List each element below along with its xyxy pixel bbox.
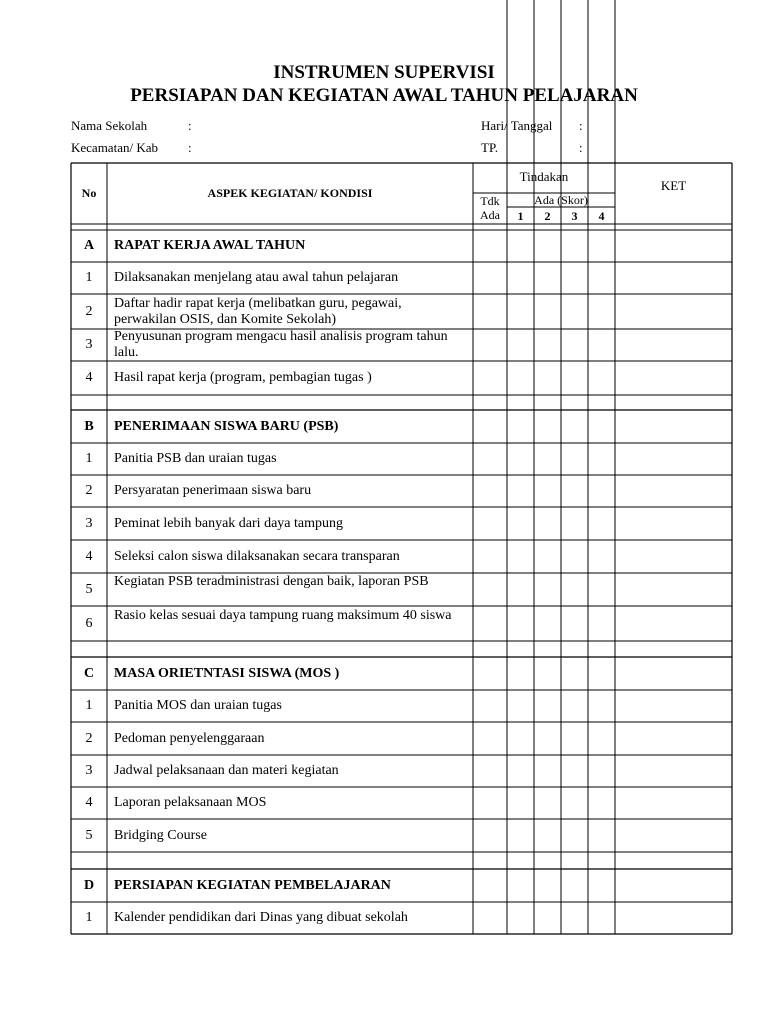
item-text: Dilaksanakan menjelang atau awal tahun pelajaran	[114, 270, 399, 285]
item-number: 2	[85, 303, 93, 319]
header-skor-1: 1	[517, 209, 524, 223]
item-text: Rasio kelas sesuai daya tampung ruang maksimum 40 siswa	[114, 607, 452, 623]
item-text: Panitia PSB dan uraian tugas	[114, 451, 277, 466]
kecamatan-colon: :	[188, 140, 192, 155]
header-skor-2: 2	[544, 209, 551, 223]
section-code: B	[84, 418, 94, 434]
item-number: 4	[85, 370, 93, 385]
section-code: D	[83, 877, 95, 893]
item-number: 5	[85, 581, 93, 597]
section-title: MASA ORIETNTASI SISWA (MOS )	[114, 665, 340, 681]
item-number: 3	[85, 515, 93, 531]
header-tindakan: Tindakan	[519, 169, 569, 184]
item-text: Laporan pelaksanaan MOS	[114, 795, 267, 810]
item-number: 2	[85, 730, 93, 746]
section-code: A	[83, 238, 95, 253]
item-number: 3	[85, 763, 93, 778]
item-number: 5	[85, 827, 93, 843]
item-number: 1	[85, 910, 93, 925]
item-number: 2	[85, 483, 93, 498]
item-text: Panitia MOS dan uraian tugas	[114, 698, 282, 713]
document-title: INSTRUMEN SUPERVISI	[273, 62, 495, 83]
item-text: Jadwal pelaksanaan dan materi kegiatan	[114, 763, 339, 778]
tp-label: TP.	[481, 140, 498, 155]
item-number: 4	[85, 548, 93, 564]
item-text: Persyaratan penerimaan siswa baru	[114, 483, 312, 498]
item-number: 3	[85, 337, 93, 352]
item-text: Kalender pendidikan dari Dinas yang dibuat sekolah	[114, 910, 408, 925]
item-text: Seleksi calon siswa dilaksanakan secara transparan	[114, 548, 400, 564]
hari-tanggal-colon: :	[579, 118, 583, 133]
header-no: No	[81, 186, 97, 200]
header-skor-3: 3	[571, 209, 578, 223]
header-aspek: ASPEK KEGIATAN/ KONDISI	[207, 186, 373, 200]
section-title: PENERIMAAN SISWA BARU (PSB)	[114, 418, 339, 434]
nama-sekolah-colon: :	[188, 118, 192, 133]
item-number: 1	[85, 451, 93, 466]
section-title: RAPAT KERJA AWAL TAHUN	[114, 238, 306, 253]
item-text: Peminat lebih banyak dari daya tampung	[114, 515, 343, 531]
item-text: Kegiatan PSB teradministrasi dengan baik, laporan PSB	[114, 573, 429, 589]
section-code: C	[83, 665, 95, 681]
tp-colon: :	[579, 140, 583, 155]
item-text: Hasil rapat kerja (program, pembagian tugas )	[114, 370, 372, 385]
header-ada-skor: Ada (Skor)	[534, 193, 588, 207]
header-tdk: Tdk	[480, 194, 500, 208]
item-text: Daftar hadir rapat kerja (melibatkan guru, pegawai, perwakilan OSIS, dan Komite Sekolah)	[114, 295, 402, 327]
item-text: Bridging Course	[114, 827, 207, 843]
header-ada: Ada	[480, 208, 500, 222]
header-skor-4: 4	[598, 209, 605, 223]
item-number: 4	[85, 795, 93, 810]
header-ket: KET	[660, 178, 687, 193]
item-text: Pedoman penyelenggaraan	[114, 730, 265, 746]
item-number: 1	[85, 270, 93, 285]
item-number: 1	[85, 698, 93, 713]
item-text: Penyusunan program mengacu hasil analisis program tahun lalu.	[114, 329, 448, 360]
kecamatan-label: Kecamatan/ Kab	[71, 140, 158, 155]
nama-sekolah-label: Nama Sekolah	[71, 118, 148, 133]
section-title: PERSIAPAN KEGIATAN PEMBELAJARAN	[114, 877, 391, 893]
document-subtitle: PERSIAPAN DAN KEGIATAN AWAL TAHUN PELAJARAN	[130, 85, 638, 106]
item-number: 6	[85, 615, 93, 631]
hari-tanggal-label: Hari/ Tanggal	[481, 118, 553, 133]
